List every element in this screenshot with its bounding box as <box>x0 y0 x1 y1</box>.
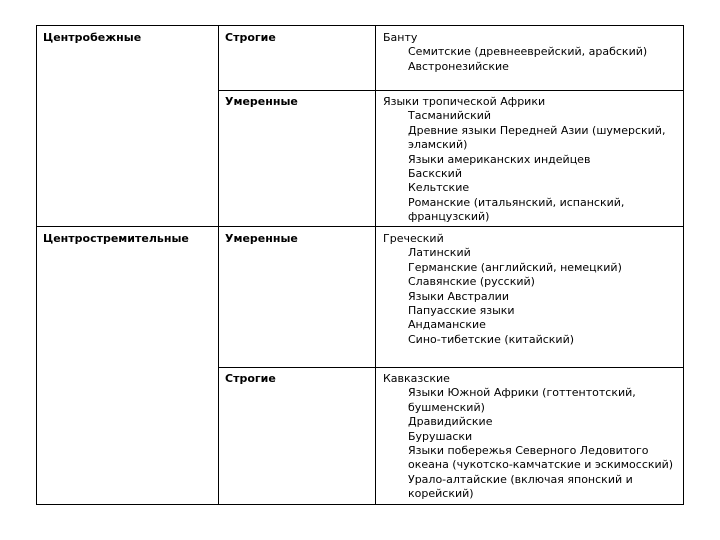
language-item: Языки американских индейцев <box>408 152 591 166</box>
language-item: французский) <box>408 210 490 224</box>
type-label: Умеренные <box>225 232 298 245</box>
row-divider-1 <box>219 90 683 91</box>
group-label-centripetal: Центростремительные <box>43 232 189 245</box>
group-label-centrifugal: Центробежные <box>43 31 142 44</box>
language-item: Баскский <box>408 167 462 181</box>
language-item: Банту <box>383 31 418 44</box>
language-item: Сино-тибетские (китайский) <box>408 332 575 346</box>
type-label: Строгие <box>225 31 276 44</box>
languages-table <box>36 25 684 505</box>
language-item: Бурушаски <box>408 429 473 443</box>
language-item: корейский) <box>408 487 474 501</box>
language-item: Греческий <box>383 232 444 245</box>
language-item: Семитские (древнееврейский, арабский) <box>408 45 648 59</box>
language-item: Древние языки Передней Азии (шумерский, <box>408 123 666 137</box>
language-item: Андаманские <box>408 318 486 332</box>
language-list <box>383 232 622 347</box>
column-divider-2 <box>375 26 376 504</box>
language-list <box>383 95 665 225</box>
column-divider-1 <box>218 26 219 504</box>
language-item: Языки Австралии <box>408 289 509 303</box>
language-item: Австронезийские <box>408 59 509 73</box>
language-item: Языки тропической Африки <box>383 95 546 108</box>
language-item: океана (чукотско-камчатские и эскимосский) <box>408 458 674 472</box>
language-item: Романские (итальянский, испанский, <box>408 195 625 209</box>
language-item: эламский) <box>408 138 468 152</box>
language-item: Кавказские <box>383 372 450 385</box>
type-label: Строгие <box>225 372 276 385</box>
language-item: Папуасские языки <box>408 304 515 318</box>
row-divider-2 <box>37 226 683 227</box>
type-label: Умеренные <box>225 95 298 108</box>
language-list <box>383 31 647 74</box>
language-item: Германские (английский, немецкий) <box>408 260 622 274</box>
language-item: Языки побережья Северного Ледовитого <box>408 444 649 458</box>
language-item: Славянские (русский) <box>408 275 535 289</box>
language-item: Дравидийские <box>408 415 493 429</box>
row-divider-3 <box>219 367 683 368</box>
language-item: Латинский <box>408 246 471 260</box>
language-item: Языки Южной Африки (готтентотский, <box>408 386 636 400</box>
language-item: Тасманийский <box>408 109 492 123</box>
language-item: бушменский) <box>408 400 485 414</box>
language-item: Кельтские <box>408 181 470 195</box>
language-item: Урало-алтайские (включая японский и <box>408 472 633 486</box>
language-list <box>383 372 673 502</box>
